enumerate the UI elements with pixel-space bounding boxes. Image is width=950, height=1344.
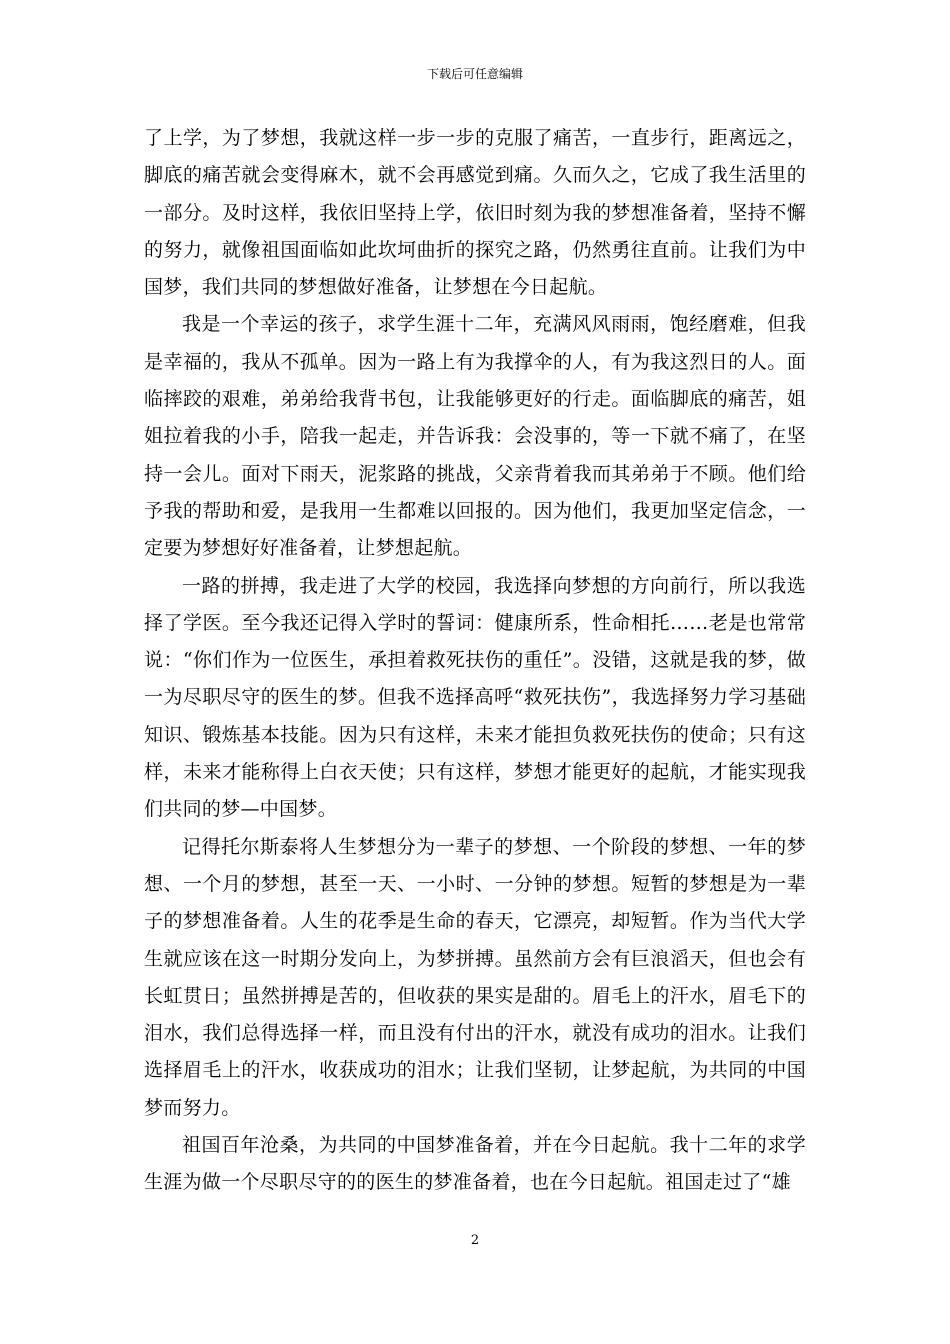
paragraph-3: 一路的拼搏，我走进了大学的校园，我选择向梦想的方向前行，所以我选择了学医。至今我还记得入学时的誓词：健康所系，性命相托……老是也常常说：“你们作为一位医生，承担着救死扶伤的重任”。没错，这就是我的梦，做一为尽职尽守的医生的梦。但我不选择高呼“救死扶伤”，我选择努力学习基础知识、锻炼基本技能。因为只有这样，未来才能担负救死扶伤的使命；只有这样，未来才能称得上白衣天使；只有这样，梦想才能更好的起航，才能实现我们共同的梦—中国梦。 (144, 574, 806, 821)
document-body (144, 120, 806, 1202)
paragraph-2: 我是一个幸运的孩子，求学生涯十二年，充满风风雨雨，饱经磨难，但我是幸福的，我从不孤单。因为一路上有为我撑伞的人，有为我这烈日的人。面临摔跤的艰难，弟弟给我背书包，让我能够更好的行走。面临脚底的痛苦，姐姐拉着我的小手，陪我一起走，并告诉我：会没事的，等一下就不痛了，在坚持一会儿。面对下雨天，泥浆路的挑战，父亲背着我而其弟弟于不顾。他们给予我的帮助和爱，是我用一生都难以回报的。因为他们，我更加坚定信念，一定要为梦想好好准备着，让梦想起航。 (144, 313, 806, 560)
paragraph-4: 记得托尔斯泰将人生梦想分为一辈子的梦想、一个阶段的梦想、一年的梦想、一个月的梦想，甚至一天、一小时、一分钟的梦想。短暂的梦想是为一辈子的梦想准备着。人生的花季是生命的春天，它漂亮，却短暂。作为当代大学生就应该在这一时期分发向上，为梦拼搏。虽然前方会有巨浪滔天，但也会有长虹贯日；虽然拼搏是苦的，但收获的果实是甜的。眉毛上的汗水，眉毛下的泪水，我们总得选择一样，而且没有付出的汗水，就没有成功的泪水。让我们选择眉毛上的汗水，收获成功的泪水；让我们坚韧，让梦起航，为共同的中国梦而努力。 (144, 835, 806, 1119)
page-header: 下载后可任意编辑 (426, 67, 523, 81)
page-number: 2 (470, 1233, 480, 1248)
paragraph-5: 祖国百年沧桑，为共同的中国梦准备着，并在今日起航。我十二年的求学生涯为做一个尽职尽守的的医生的梦准备着，也在今日起航。祖国走过了“雄 (144, 1134, 806, 1194)
paragraph-1: 了上学，为了梦想，我就这样一步一步的克服了痛苦，一直步行，距离远之，脚底的痛苦就会变得麻木，就不会再感觉到痛。久而久之，它成了我生活里的一部分。及时这样，我依旧坚持上学，依旧时刻为我的梦想准备着，坚持不懈的努力，就像祖国面临如此坎坷曲折的探究之路，仍然勇往直前。让我们为中国梦，我们共同的梦想做好准备，让梦想在今日起航。 (144, 127, 806, 299)
